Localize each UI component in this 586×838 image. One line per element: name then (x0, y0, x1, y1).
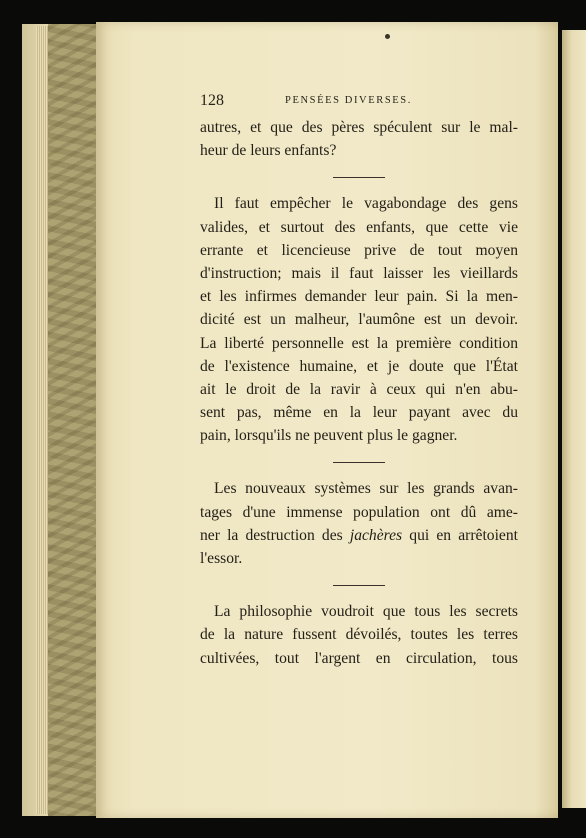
text-line: La philosophie voudroit que tous les secrets (214, 603, 518, 621)
text-line: dicité est un malheur, l'aumône est un devoir. (200, 311, 518, 329)
text-line: cultivées, tout l'argent en circulation, tous (200, 649, 518, 667)
text-fragment: qui en arrêtoient (402, 526, 518, 544)
text-line: et les infirmes demander leur pain. Si la men- (200, 288, 518, 306)
text-line: La liberté personnelle est la première condition (200, 334, 518, 352)
text-line: de l'existence humaine, et je doute que l'État (200, 357, 518, 375)
text-line: tages d'une immense population ont dû ame- (200, 503, 518, 521)
text-line: errante et licencieuse prive de tout moyen (200, 241, 518, 259)
italic-word: jachères (349, 526, 403, 544)
section-rule (333, 462, 385, 463)
paragraph (200, 477, 518, 570)
text-line: Les nouveaux systèmes sur les grands avan- (214, 480, 518, 498)
text-fragment: ner la destruction des (200, 526, 350, 544)
text-line: sent pas, même en la leur payant avec du (200, 404, 518, 422)
section-rule (333, 177, 385, 178)
section-rule (333, 585, 385, 586)
text-line: pain, lorsqu'ils ne peuvent plus le gagner. (200, 427, 458, 445)
text-line: l'essor. (200, 550, 243, 567)
running-title: PENSÉES DIVERSES. (285, 95, 412, 106)
text-line: de la nature fussent dévoilés, toutes les terres (200, 626, 518, 644)
text-line: d'instruction; mais il faut laisser les vieillards (200, 264, 518, 282)
page-header (200, 92, 520, 112)
page-number: 128 (200, 92, 224, 109)
text-line: heur de leurs enfants? (200, 142, 337, 160)
text-line (200, 524, 518, 547)
text-line: valides, et surtout des enfants, que cette vie (200, 218, 518, 236)
text-line: ait le droit de la ravir à ceux qui n'en abu- (200, 380, 518, 398)
leaf-edges (36, 26, 48, 814)
text-line: Il faut empêcher le vagabondage des gens (214, 195, 518, 213)
paragraph (200, 600, 518, 670)
paragraph (200, 116, 518, 162)
paragraph (200, 192, 518, 447)
marbled-endpaper (48, 24, 96, 816)
body-text (200, 116, 518, 670)
text-line: autres, et que des pères spéculent sur le mal- (200, 119, 518, 136)
page-speck (385, 34, 390, 39)
facing-page-edge (562, 30, 586, 808)
